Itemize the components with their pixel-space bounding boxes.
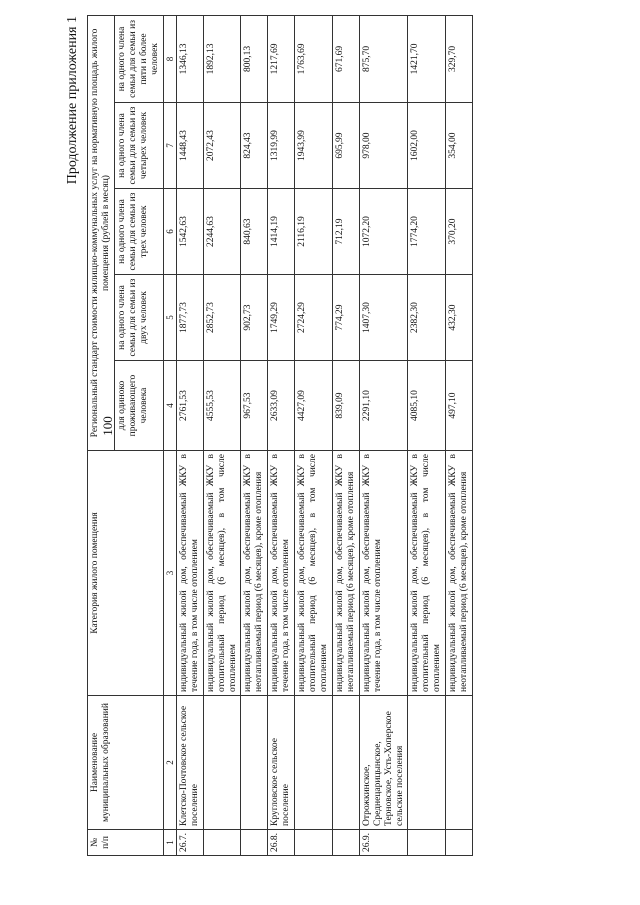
value-single: 967,53 [241,361,268,451]
value-family-3: 1072,20 [359,189,408,275]
page-number: 100 [100,416,115,436]
appendix-note: Продолжение приложения 1 [65,16,80,185]
value-family-3: 2116,19 [295,189,333,275]
value-family-2: 902,73 [241,275,268,361]
value-family-4: 978,00 [359,103,408,189]
subheader-family-4: на одного члена семьи для семьи из четырех человек [114,103,163,189]
value-single: 4555,53 [203,361,241,451]
table-row [446,15,473,855]
column-index: 8 [163,15,176,102]
row-category: индивидуальный жилой дом, обеспечиваемый ЖКУ в течение года, в том числе отоплением [359,451,408,696]
value-family-4: 1602,00 [408,103,446,189]
table-row [268,15,295,855]
rotated-content [65,16,605,856]
value-family-5-plus: 1346,13 [176,15,203,102]
row-number: 26.8. [268,830,295,856]
column-index: 6 [163,189,176,275]
value-single: 2291,10 [359,361,408,451]
value-family-4: 354,00 [446,103,473,189]
value-family-2: 2724,29 [295,275,333,361]
value-family-2: 2852,73 [203,275,241,361]
table-row [359,15,408,855]
value-family-3: 2244,63 [203,189,241,275]
row-number: 26.9. [359,830,408,856]
row-municipality: Отрожкинское, Среднецарицынское, Терновское, Усть-Хоперское сельские поселения [359,696,408,830]
row-category: индивидуальный жилой дом, обеспечиваемый ЖКУ в течение года, в том числе отоплением [176,451,203,696]
row-category: индивидуальный жилой дом, обеспечиваемый ЖКУ в отопительный период (6 месяцев), в том числе отоплением [203,451,241,696]
row-category: индивидуальный жилой дом, обеспечиваемый ЖКУ в неотапливаемый период (6 месяцев), кроме отопления [332,451,359,696]
column-index: 7 [163,103,176,189]
row-category: индивидуальный жилой дом, обеспечиваемый ЖКУ в неотапливаемый период (6 месяцев), кроме отопления [446,451,473,696]
row-category: индивидуальный жилой дом, обеспечиваемый ЖКУ в неотапливаемый период (6 месяцев), кроме отопления [241,451,268,696]
value-family-3: 370,20 [446,189,473,275]
value-family-2: 2382,30 [408,275,446,361]
value-single: 497,10 [446,361,473,451]
table-row [408,15,446,855]
value-family-2: 774,29 [332,275,359,361]
value-family-5-plus: 800,13 [241,15,268,102]
table-row [241,15,268,855]
value-family-4: 2072,43 [203,103,241,189]
value-family-4: 824,43 [241,103,268,189]
table-row [203,15,241,855]
table-header [88,15,177,855]
value-family-5-plus: 1763,69 [295,15,333,102]
value-family-3: 1774,20 [408,189,446,275]
value-family-3: 712,19 [332,189,359,275]
row-municipality: Клетско-Почтовское сельское поселение [176,696,203,830]
value-family-5-plus: 875,70 [359,15,408,102]
value-single: 839,09 [332,361,359,451]
value-family-2: 1877,73 [176,275,203,361]
value-family-5-plus: 1892,13 [203,15,241,102]
subheader-family-5-plus: на одного члена семьи для семьи из пяти и более человек [114,15,163,102]
value-family-3: 1542,63 [176,189,203,275]
value-family-5-plus: 329,70 [446,15,473,102]
header-category: Категория жилого помещения [88,451,164,696]
table-body [176,15,472,855]
value-single: 2633,09 [268,361,295,451]
subheader-family-3: на одного члена семьи для семьи из трех человек [114,189,163,275]
value-family-2: 1407,30 [359,275,408,361]
table-row [332,15,359,855]
value-family-4: 695,99 [332,103,359,189]
row-number: 26.7. [176,830,203,856]
value-family-4: 1319,99 [268,103,295,189]
value-family-5-plus: 1421,70 [408,15,446,102]
value-single: 2761,53 [176,361,203,451]
column-index-row [163,15,176,855]
value-single: 4085,10 [408,361,446,451]
header-municipality: Наименование муниципальных образований [88,696,164,830]
value-family-4: 1943,99 [295,103,333,189]
value-family-3: 1414,19 [268,189,295,275]
column-index: 5 [163,275,176,361]
value-family-5-plus: 671,69 [332,15,359,102]
value-family-2: 1749,29 [268,275,295,361]
subheader-single: для одиноко проживающего человека [114,361,163,451]
header-num: № п/п [88,830,164,856]
header-row-top [88,15,115,855]
header-standard: Региональный стандарт стоимости жилищно-коммунальных услуг на нормативную площадь жилого помещения (рублей в месяц) [88,15,115,450]
tariff-table [87,15,473,856]
row-municipality: Кругловское сельское поселение [268,696,295,830]
column-index: 3 [163,451,176,696]
row-category: индивидуальный жилой дом, обеспечиваемый ЖКУ в отопительный период (6 месяцев), в том числе отоплением [408,451,446,696]
table-row [176,15,203,855]
row-category: индивидуальный жилой дом, обеспечиваемый ЖКУ в отопительный период (6 месяцев), в том числе отоплением [295,451,333,696]
column-index: 1 [163,830,176,856]
column-index: 2 [163,696,176,830]
table-row [295,15,333,855]
value-family-5-plus: 1217,69 [268,15,295,102]
row-category: индивидуальный жилой дом, обеспечиваемый ЖКУ в течение года, в том числе отоплением [268,451,295,696]
value-family-4: 1448,43 [176,103,203,189]
subheader-family-2: на одного члена семьи для семьи из двух человек [114,275,163,361]
value-family-2: 432,30 [446,275,473,361]
value-single: 4427,09 [295,361,333,451]
column-index: 4 [163,361,176,451]
value-family-3: 840,63 [241,189,268,275]
